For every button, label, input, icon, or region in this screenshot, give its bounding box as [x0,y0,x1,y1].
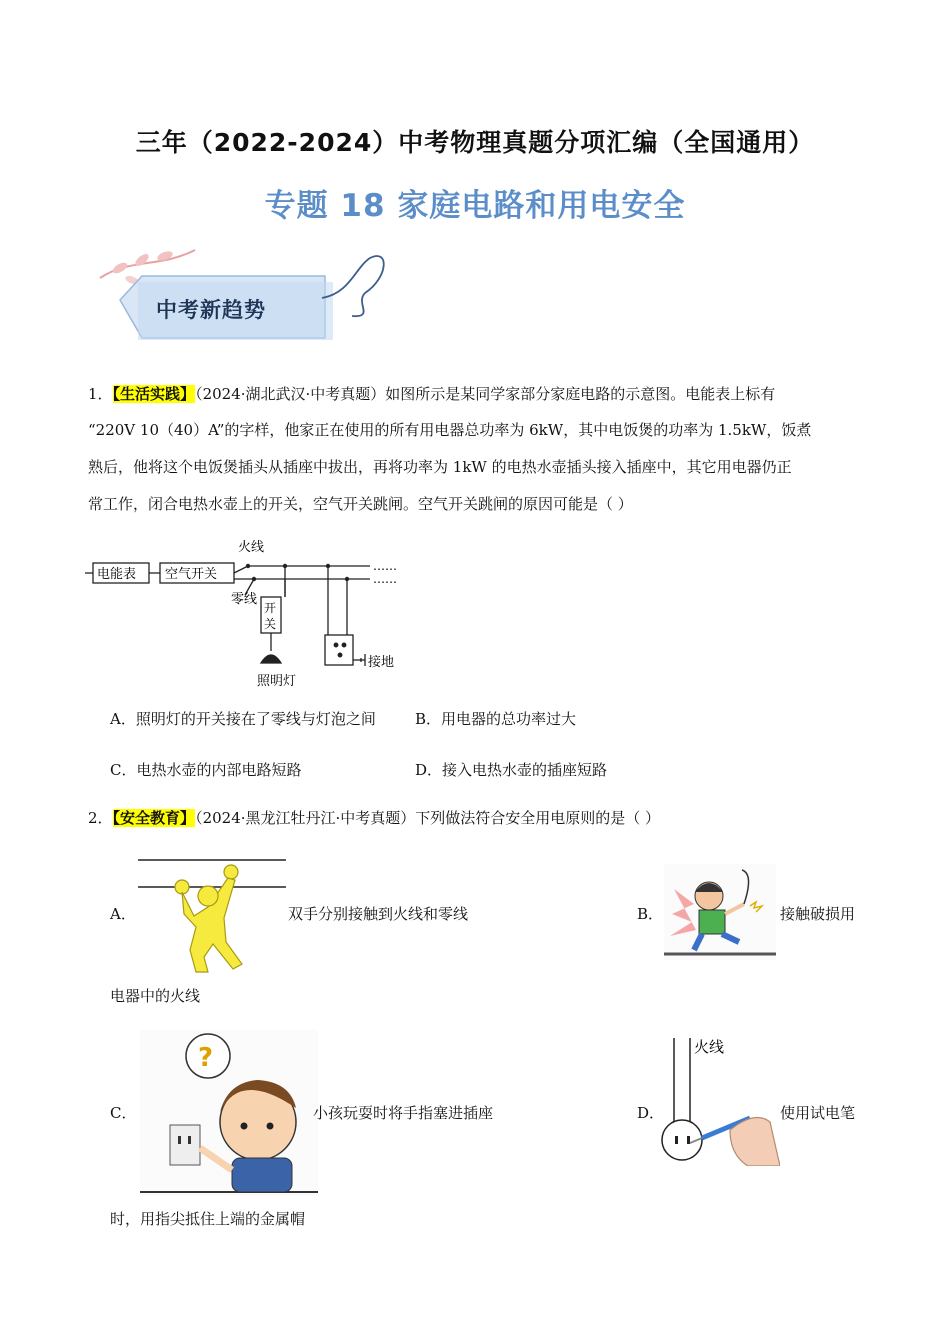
banner-label: 中考新趋势 [156,298,266,322]
page-title: 三年（2022-2024）中考物理真题分项汇编（全国通用） [135,128,815,157]
q1-line-2: “220V 10（40）A”的字样，他家正在使用的所有用电器总功率为 6kW，其中电饭煲的功率为 1.5kW，饭煮 [88,421,812,439]
q2-option-d-image [660,1030,780,1166]
live-wire-label-d: 火线 [694,1038,725,1056]
breaker-label: 空气开关 [165,567,218,582]
q2-option-b-image [664,864,776,960]
banner-decoration [90,238,390,348]
ground-label: 接地 [368,655,395,670]
live-wire-label: 火线 [238,540,265,555]
section-banner [90,238,390,348]
q2-number: 2． [88,809,113,827]
q2-option-d-text[interactable]: 使用试电笔 [780,1104,856,1122]
q2-option-c-text[interactable]: 小孩玩耍时将手指塞进插座 [313,1104,494,1122]
meter-label: 电能表 [97,567,137,582]
q2-option-a-text[interactable]: 双手分别接触到火线和零线 [288,905,469,923]
neutral-wire-label: 零线 [231,592,258,607]
switch-label-2: 关 [264,617,277,631]
question-mark-icon: ? [198,1043,214,1073]
lamp-label: 照明灯 [257,674,297,689]
q1-option-d[interactable]: D．接入电热水壶的插座短路 [415,761,608,779]
q1-stem-1: （2024·湖北武汉·中考真题）如图所示是某同学家部分家庭电路的示意图。电能表上标有 [195,385,776,403]
q2-option-d-cont: 时，用指尖抵住上端的金属帽 [110,1210,306,1228]
q2-option-a-image [138,852,286,974]
q1-line-1 [88,384,775,404]
switch-label-1: 开 [264,601,277,615]
q1-circuit-diagram [85,535,415,690]
q2-tag: 【安全教育】 [112,809,196,827]
continuation-dots-neutral: …… [373,572,397,586]
q1-line-3: 熟后，他将这个电饭煲插头从插座中拔出，再将功率为 1kW 的电热水壶插头接入插座中，其它用电器仍正 [88,458,792,476]
q1-number: 1． [88,385,113,403]
q2-option-b-letter[interactable]: B． [637,905,664,923]
q1-line-4: 常工作，闭合电热水壶上的开关，空气开关跳闸。空气开关跳闸的原因可能是（ ） [88,495,633,513]
q1-option-a[interactable]: A．照明灯的开关接在了零线与灯泡之间 [110,710,376,728]
q2-option-b-text[interactable]: 接触破损用 [780,905,856,923]
q2-option-c-letter[interactable]: C． [110,1104,137,1122]
q1-option-c[interactable]: C．电热水壶的内部电路短路 [110,761,302,779]
q1-tag: 【生活实践】 [112,385,196,403]
q2-option-a-letter[interactable]: A． [110,905,136,923]
q1-option-b[interactable]: B．用电器的总功率过大 [415,710,577,728]
q2-option-b-cont: 电器中的火线 [110,987,201,1005]
continuation-dots-live: …… [373,559,397,573]
q2-stem-text: （2024·黑龙江牡丹江·中考真题）下列做法符合安全用电原则的是（ ） [195,809,661,827]
q2-option-d-letter[interactable]: D． [637,1104,665,1122]
q2-option-c-image [140,1030,318,1196]
q2-stem [88,808,660,828]
topic-title: 专题 18 家庭电路和用电安全 [264,188,686,224]
